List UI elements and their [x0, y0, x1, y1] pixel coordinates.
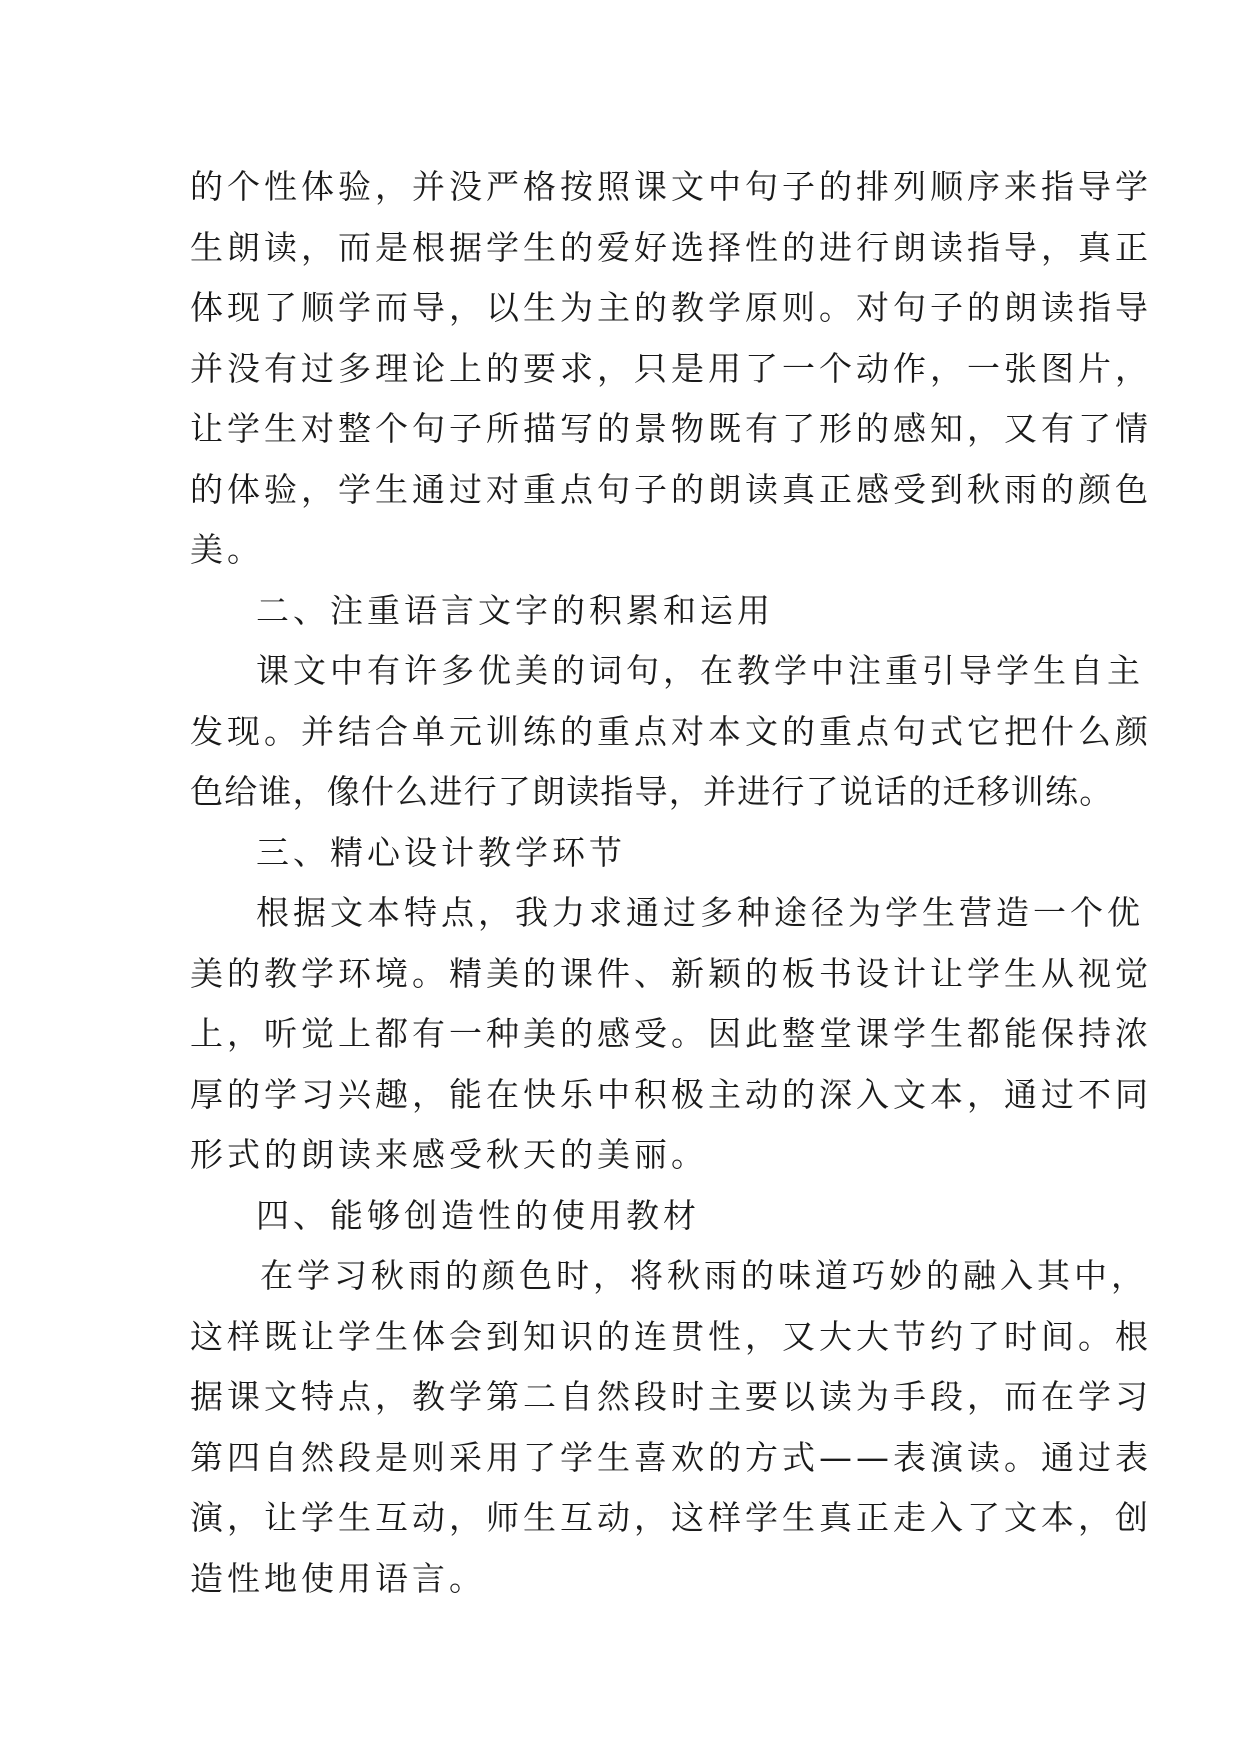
body-line: 体现了顺学而导，以生为主的教学原则。对句子的朗读指导 [190, 288, 1152, 327]
body-line: 根据文本特点，我力求通过多种途径为学生营造一个优 [256, 893, 1144, 932]
body-line: 让学生对整个句子所描写的景物既有了形的感知，又有了情 [190, 409, 1152, 448]
body-line: 这样既让学生体会到知识的连贯性，又大大节约了时间。根 [190, 1316, 1152, 1356]
body-line: 厚的学习兴趣，能在快乐中积极主动的深入文本，通过不同 [190, 1074, 1152, 1114]
body-line: 色给谁，像什么进行了朗读指导，并进行了说话的迁移训练。 [190, 772, 1114, 811]
document-body [190, 157, 1152, 1609]
body-line: 上，听觉上都有一种美的感受。因此整堂课学生都能保持浓 [190, 1014, 1152, 1053]
body-line: 演，让学生互动，师生互动，这样学生真正走入了文本，创 [190, 1498, 1152, 1537]
section-heading: 三、精心设计教学环节 [256, 832, 626, 872]
body-line: 并没有过多理论上的要求，只是用了一个动作，一张图片， [190, 348, 1152, 388]
body-line: 美的教学环境。精美的课件、新颖的板书设计让学生从视觉 [190, 953, 1152, 993]
body-line: 在学习秋雨的颜色时，将秋雨的味道巧妙的融入其中， [260, 1256, 1148, 1295]
body-line: 的个性体验，并没严格按照课文中句子的排列顺序来指导学 [190, 167, 1152, 206]
body-line: 第四自然段是则采用了学生喜欢的方式——表演读。通过表 [190, 1437, 1152, 1477]
section-heading: 二、注重语言文字的积累和运用 [256, 590, 774, 630]
body-line: 生朗读，而是根据学生的爱好选择性的进行朗读指导，真正 [190, 227, 1152, 267]
body-line: 美。 [190, 530, 264, 569]
body-line: 据课文特点，教学第二自然段时主要以读为手段，而在学习 [190, 1377, 1152, 1416]
body-line: 发现。并结合单元训练的重点对本文的重点句式它把什么颜 [190, 711, 1152, 751]
body-line: 课文中有许多优美的词句，在教学中注重引导学生自主 [256, 651, 1144, 690]
body-line: 形式的朗读来感受秋天的美丽。 [190, 1135, 708, 1174]
section-heading: 四、能够创造性的使用教材 [256, 1195, 700, 1235]
body-line: 造性地使用语言。 [190, 1558, 486, 1598]
body-line: 的体验，学生通过对重点句子的朗读真正感受到秋雨的颜色 [190, 469, 1152, 509]
